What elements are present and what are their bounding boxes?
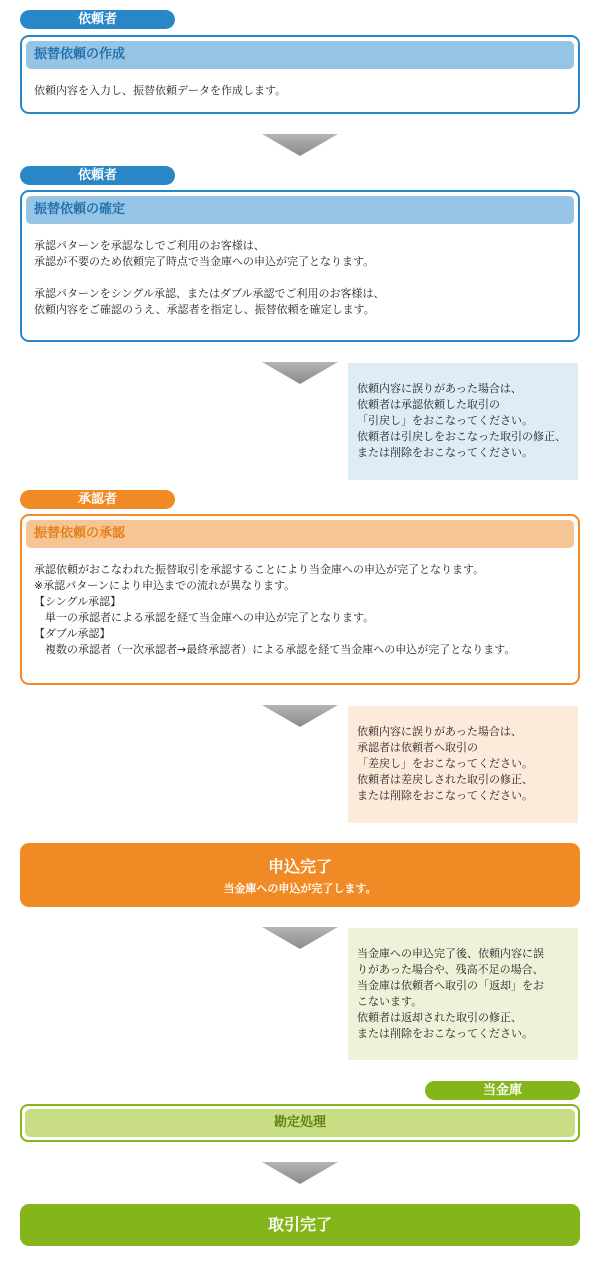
note-text: または削除をおこなってください。 [357,789,533,802]
role-badge-bank: 当金庫 [425,1081,580,1100]
apply-complete-banner [20,843,580,907]
arrow-down-icon [262,362,338,384]
transaction-complete-banner [20,1204,580,1246]
note-text: 依頼内容に誤りがあった場合は、 [357,725,522,738]
step-text: 【シングル承認】 [34,595,122,608]
step-text: 依頼内容を入力し、振替依頼データを作成します。 [34,84,287,97]
note-text: 依頼者は引戻しをおこなった取引の修正、 [357,430,566,443]
step-title: 振替依頼の確定 [26,196,574,224]
note-text: 「差戻し」をおこなってください。 [357,757,533,770]
step-create-request [20,35,580,114]
account-processing-label: 勘定処理 [25,1109,575,1137]
note-text: または削除をおこなってください。 [357,446,533,459]
step-text: 【ダブル承認】 [34,627,111,640]
role-badge-requester-1: 依頼者 [20,10,175,29]
step-text: 承認依頼がおこなわれた振替取引を承認することにより当金庫への申込が完了となります。 [34,563,485,576]
note-text: 依頼者は承認依頼した取引の [357,398,500,411]
step-body [22,548,578,658]
step-text: 承認パターンをシングル承認、またはダブル承認でご利用のお客様は、 [34,287,385,300]
note-text: または削除をおこなってください。 [357,1027,533,1040]
arrow-down-icon [262,705,338,727]
note-text: 依頼内容に誤りがあった場合は、 [357,382,522,395]
note-pullback [348,363,578,480]
step-text: 依頼内容をご確認のうえ、承認者を指定し、振替依頼を確定します。 [34,303,375,316]
role-badge-requester-2: 依頼者 [20,166,175,185]
arrow-down-icon [262,927,338,949]
apply-complete-title: 申込完了 [267,857,332,876]
step-text: 承認が不要のため依頼完了時点で当金庫への申込が完了となります。 [34,255,375,268]
note-text: りがあった場合や、残高不足の場合、 [357,963,544,976]
note-sendback [348,706,578,823]
step-confirm-request [20,190,580,342]
step-text: ※承認パターンにより申込までの流れが異なります。 [34,579,296,592]
role-badge-approver: 承認者 [20,490,175,509]
step-text: 承認パターンを承認なしでご利用のお客様は、 [34,239,265,252]
step-body [22,69,578,99]
note-text: こないます。 [357,995,423,1008]
note-text: 当金庫への申込完了後、依頼内容に誤 [357,947,544,960]
note-text: 承認者は依頼者へ取引の [357,741,478,754]
transaction-complete-title: 取引完了 [267,1215,332,1234]
step-text: 複数の承認者（一次承認者→最終承認者）による承認を経て当金庫への申込が完了となります。 [34,643,516,656]
step-approve-request [20,514,580,685]
step-title: 振替依頼の作成 [26,41,574,69]
arrow-down-icon [262,134,338,156]
step-text: 単一の承認者による承認を経て当金庫への申込が完了となります。 [34,611,375,624]
account-processing-box [20,1104,580,1142]
note-text: 依頼者は返却された取引の修正、 [357,1011,522,1024]
note-text: 依頼者は差戻しされた取引の修正、 [357,773,533,786]
apply-complete-subtitle: 当金庫への申込が完了します。 [223,882,377,895]
note-return [348,928,578,1060]
step-body [22,224,578,318]
step-title: 振替依頼の承認 [26,520,574,548]
note-text: 当金庫は依頼者へ取引の「返却」をお [357,979,544,992]
arrow-down-icon [262,1162,338,1184]
note-text: 「引戻し」をおこなってください。 [357,414,533,427]
